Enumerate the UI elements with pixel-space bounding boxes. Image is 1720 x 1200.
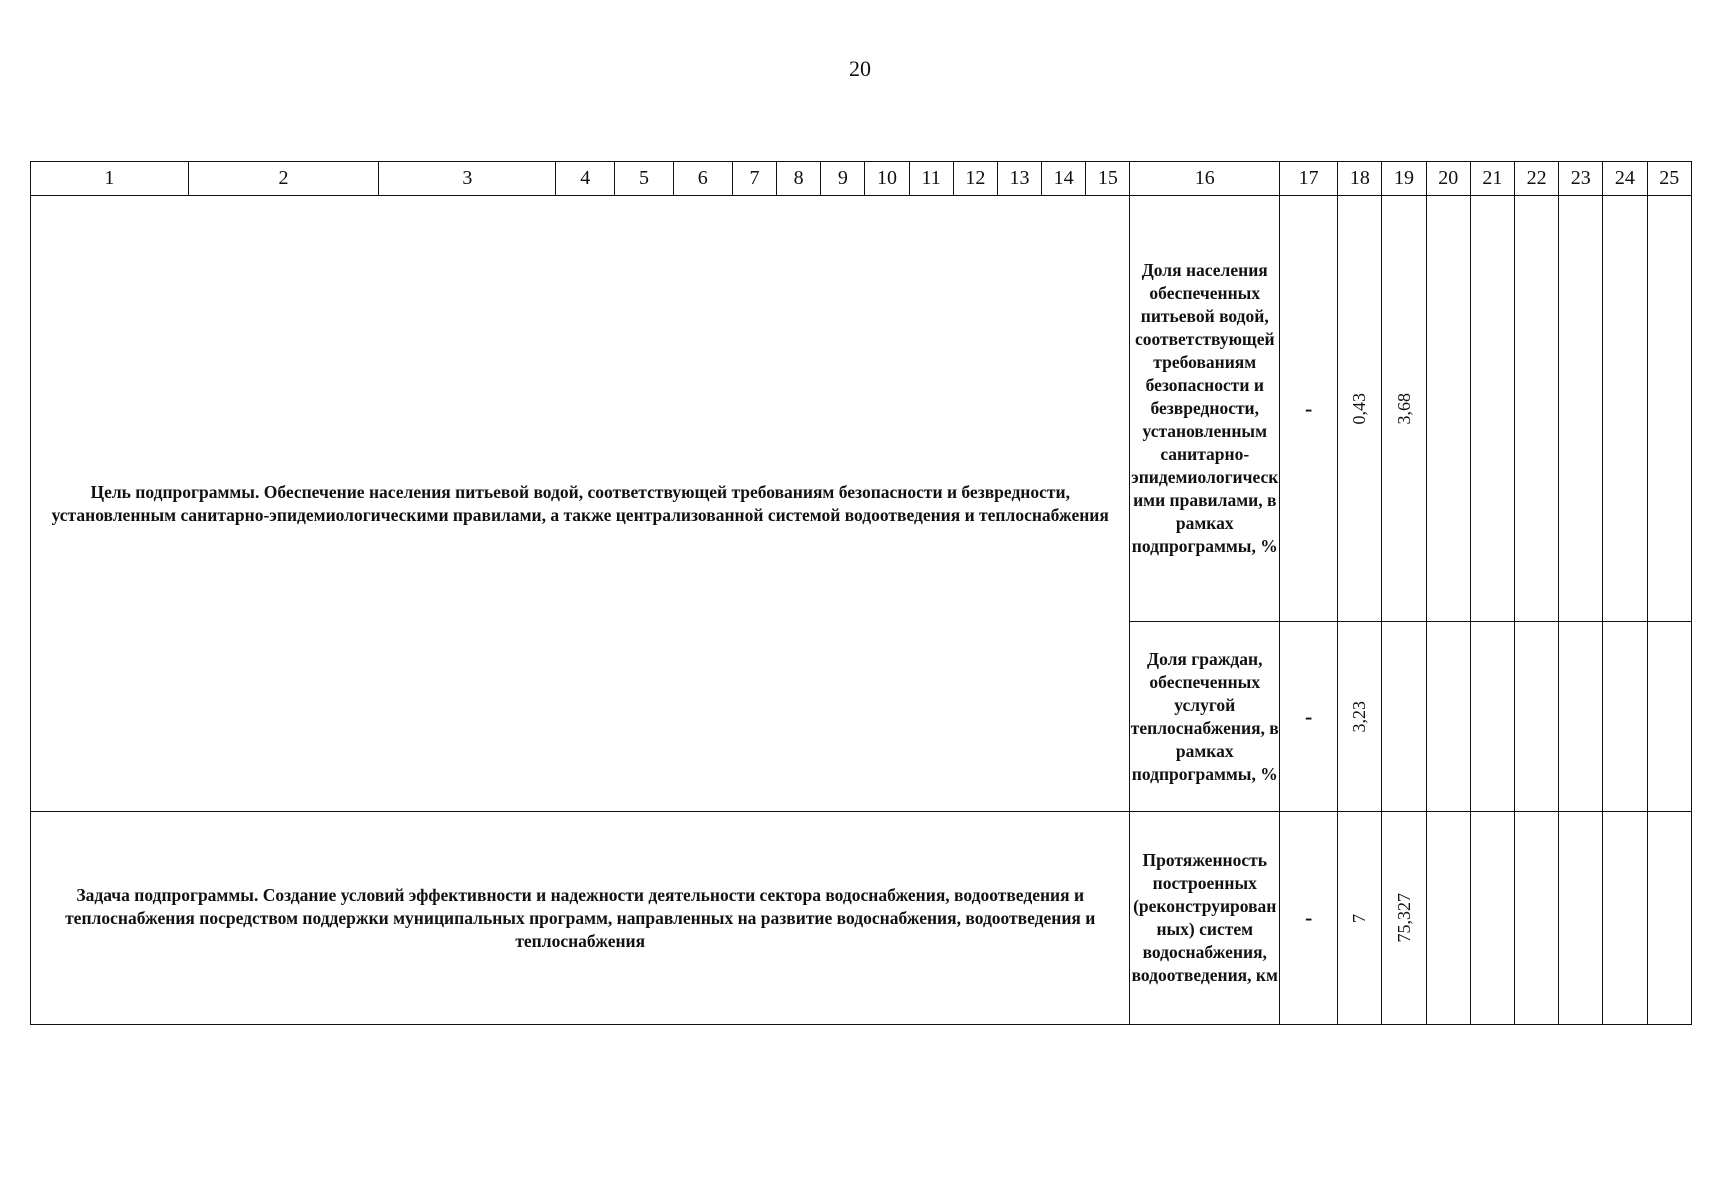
indicator-name: Доля граждан, обеспеченных услугой теплоснабжения, в рамках подпрограммы, % [1130, 622, 1280, 812]
empty-cell [1559, 812, 1603, 1025]
empty-cell [1603, 622, 1647, 812]
indicator-value-19: 3,68 [1393, 392, 1414, 425]
page-number: 20 [849, 56, 871, 81]
column-number: 12 [953, 162, 997, 196]
empty-cell [1470, 196, 1514, 622]
empty-cell [1514, 622, 1558, 812]
column-number: 22 [1514, 162, 1558, 196]
column-number: 9 [821, 162, 865, 196]
indicator-value-17: - [1280, 622, 1338, 812]
empty-cell [1514, 196, 1558, 622]
empty-cell [1603, 812, 1647, 1025]
column-number: 16 [1130, 162, 1280, 196]
indicator-value-18: 3,23 [1349, 700, 1370, 733]
indicator-table [30, 161, 1692, 1025]
indicator-value-18-cell [1338, 196, 1382, 622]
column-number-row [31, 162, 1692, 196]
indicator-value-17: - [1280, 196, 1338, 622]
column-number: 21 [1470, 162, 1514, 196]
indicator-value-19-cell [1382, 196, 1426, 622]
column-number: 23 [1559, 162, 1603, 196]
column-number: 20 [1426, 162, 1470, 196]
indicator-value-18-cell [1338, 622, 1382, 812]
goal-description: Цель подпрограммы. Обеспечение населения питьевой водой, соответствующей требованиям безопасности и безвредности, установленным санитарно-эпидемиологическими правилами, а также централизованной системой водоотведения и теплоснабжения [31, 196, 1130, 812]
column-number: 4 [556, 162, 615, 196]
column-number: 11 [909, 162, 953, 196]
column-number: 3 [379, 162, 556, 196]
column-number: 1 [31, 162, 189, 196]
indicator-value-18: 7 [1349, 913, 1370, 923]
column-number: 5 [615, 162, 673, 196]
indicator-value-17: - [1280, 812, 1338, 1025]
table-row [31, 812, 1692, 1025]
column-number: 10 [865, 162, 909, 196]
column-number: 7 [732, 162, 776, 196]
empty-cell [1647, 812, 1692, 1025]
column-number: 18 [1338, 162, 1382, 196]
empty-cell [1426, 196, 1470, 622]
empty-cell [1647, 196, 1692, 622]
table-row [31, 196, 1692, 622]
empty-cell [1426, 812, 1470, 1025]
column-number: 19 [1382, 162, 1426, 196]
indicator-name: Доля населения обеспеченных питьевой водой, соответствующей требованиям безопасности и безвредности, установленным санитарно-эпидемиологическими правилами, в рамках подпрограммы, % [1130, 196, 1280, 622]
indicator-value-19: 75,327 [1393, 893, 1414, 943]
indicator-value-19-cell [1382, 812, 1426, 1025]
empty-cell [1514, 812, 1558, 1025]
column-number: 8 [777, 162, 821, 196]
indicator-name: Протяженность построенных (реконструированных) систем водоснабжения, водоотведения, км [1130, 812, 1280, 1025]
empty-cell [1603, 196, 1647, 622]
empty-cell [1470, 622, 1514, 812]
column-number: 2 [188, 162, 379, 196]
column-number: 24 [1603, 162, 1647, 196]
indicator-value-18: 0,43 [1349, 392, 1370, 425]
column-number: 6 [673, 162, 732, 196]
task-description: Задача подпрограммы. Создание условий эффективности и надежности деятельности сектора водоснабжения, водоотведения и теплоснабжения посредством поддержки муниципальных программ, направленных на развитие водоснабжения, водоотведения и теплоснабжения [31, 812, 1130, 1025]
column-number: 25 [1647, 162, 1692, 196]
column-number: 13 [997, 162, 1041, 196]
empty-cell [1559, 196, 1603, 622]
empty-cell [1470, 812, 1514, 1025]
column-number: 15 [1086, 162, 1130, 196]
column-number: 17 [1280, 162, 1338, 196]
empty-cell [1647, 622, 1692, 812]
column-number: 14 [1042, 162, 1086, 196]
indicator-value-18-cell [1338, 812, 1382, 1025]
indicator-value-19-cell [1382, 622, 1426, 812]
empty-cell [1559, 622, 1603, 812]
empty-cell [1426, 622, 1470, 812]
